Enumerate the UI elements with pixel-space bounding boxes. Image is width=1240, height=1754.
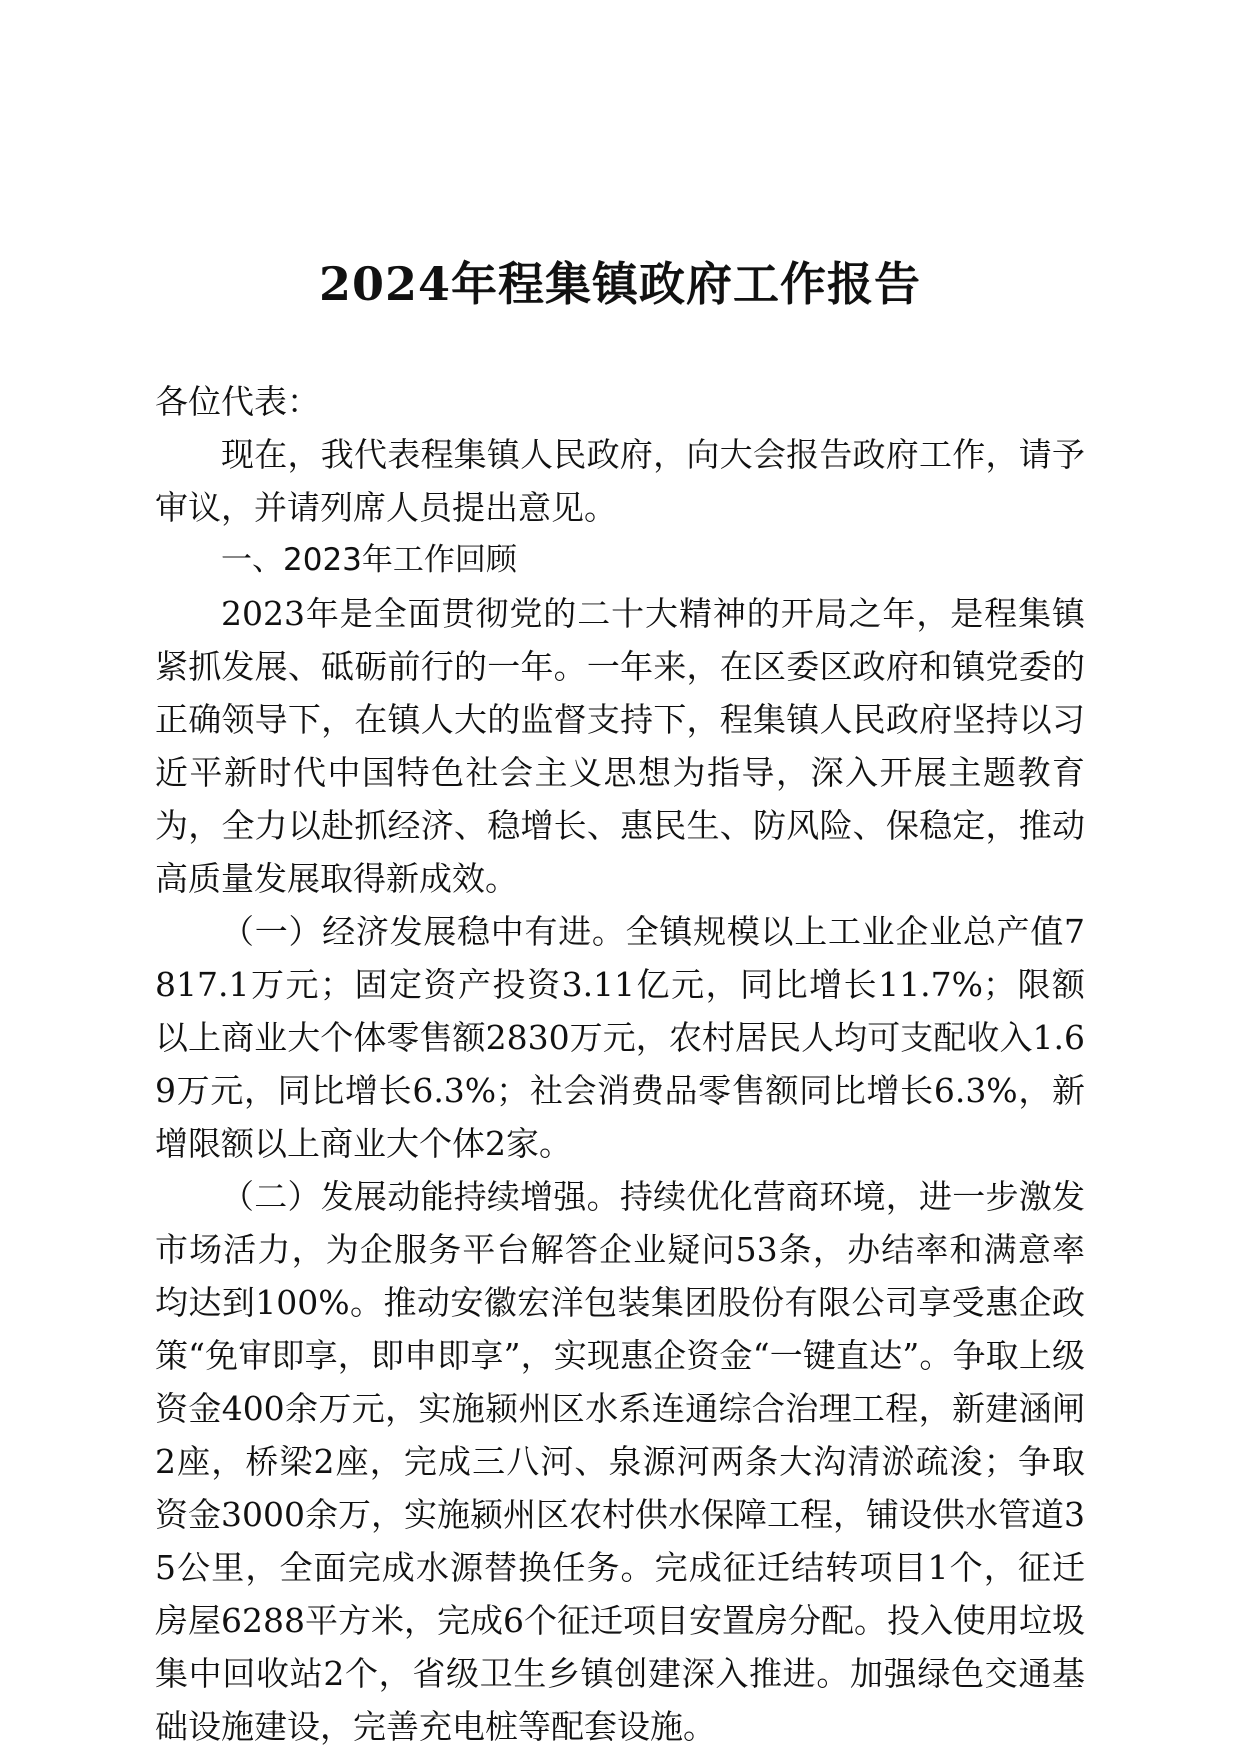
document-body [155,375,1085,1753]
document-title: 2024年程集镇政府工作报告 [318,257,922,311]
momentum-body: 持续优化营商环境，进一步激发市场活力，为企服务平台解答企业疑问53条，办结率和满意率均达到100%。推动安徽宏洋包装集团股份有限公司享受惠企政策“免审即享，即申即享”，实现惠企资金“一键直达”。争取上级资金400余万元，实施颍州区水系连通综合治理工程，新建涵闸2座，桥梁2座，完成三八河、泉源河两条大沟清淤疏浚；争取资金3000余万，实施颍州区农村供水保障工程，铺设供水管道35公里，全面完成水源替换任务。完成征迁结转项目1个，征迁房屋6288平方米，完成6个征迁项目安置房分配。投入使用垃圾集中回收站2个，省级卫生乡镇创建深入推进。加强绿色交通基础设施建设，完善充电桩等配套设施。 [155,1177,1086,1746]
salutation: 各位代表： [155,382,320,421]
overview-paragraph: 2023年是全面贯彻党的二十大精神的开局之年，是程集镇紧抓发展、砥砺前行的一年。一年来，在区委区政府和镇党委的正确领导下，在镇人大的监督支持下，程集镇人民政府坚持以习近平新时代中国特色社会主义思想为指导，深入开展主题教育为，全力以赴抓经济、稳增长、惠民生、防风险、保稳定，推动高质量发展取得新成效。 [155,594,1085,898]
momentum-paragraph [155,1170,1085,1753]
economy-lead: （一）经济发展稳中有进。 [221,912,626,951]
section-heading: 一、2023年工作回顾 [221,542,517,578]
intro-paragraph: 现在，我代表程集镇人民政府，向大会报告政府工作，请予审议，并请列席人员提出意见。 [155,435,1085,527]
economy-body: 全镇规模以上工业企业总产值7817.1万元；固定资产投资3.11亿元，同比增长11.7%；限额以上商业大个体零售额2830万元，农村居民人均可支配收入1.69万元，同比增长6.3%；社会消费品零售额同比增长6.3%，新增限额以上商业大个体2家。 [155,912,1085,1163]
momentum-lead: （二）发展动能持续增强。 [221,1177,620,1216]
economy-paragraph [155,905,1085,1170]
